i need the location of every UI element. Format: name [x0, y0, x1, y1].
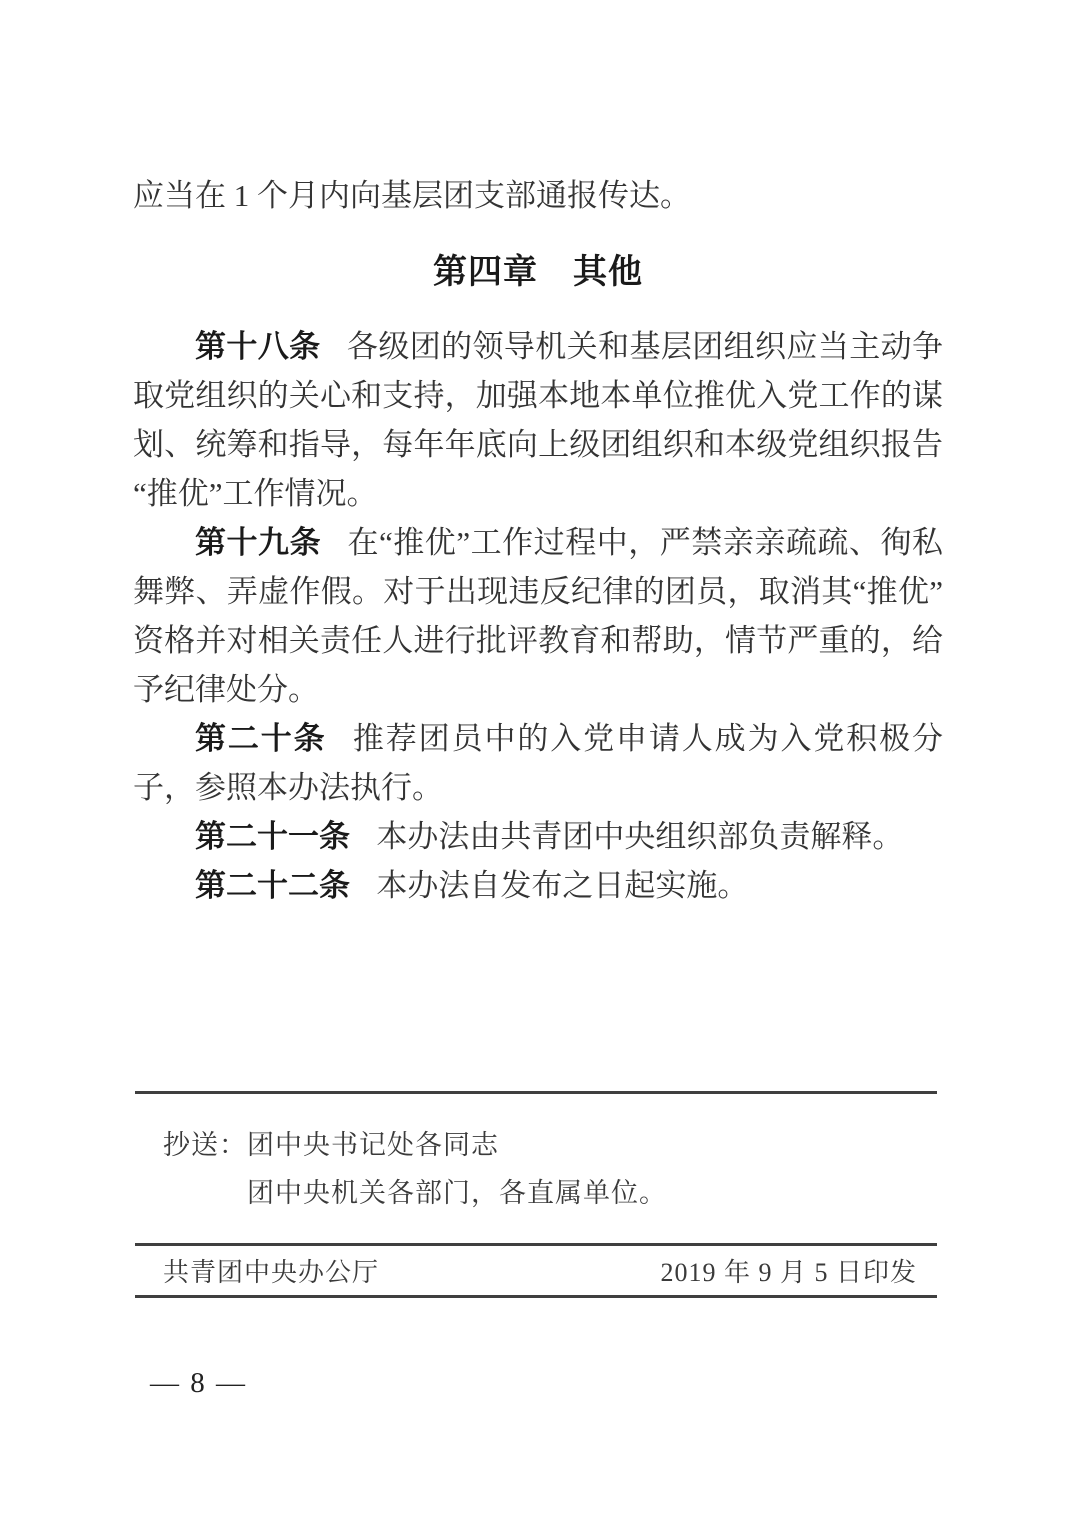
issuer-row	[135, 1246, 937, 1295]
chapter-heading: 第四章 其他	[433, 254, 643, 291]
article-22-text: 本办法自发布之日起实施。	[376, 868, 749, 903]
divider-line-bottom	[135, 1295, 937, 1298]
article-20-number: 第二十条	[195, 721, 327, 756]
issuer-name: 共青团中央办公厅	[163, 1258, 380, 1287]
article-21-number: 第二十一条	[195, 819, 350, 854]
article-19-number: 第十九条	[195, 525, 322, 560]
article-21-paragraph	[133, 812, 943, 861]
article-19-paragraph	[133, 518, 943, 714]
document-body	[133, 0, 943, 910]
cc-label: 抄送：	[163, 1130, 247, 1160]
cc-block	[135, 1121, 937, 1217]
document-footer	[135, 1091, 937, 1406]
print-date: 2019 年 9 月 5 日印发	[660, 1258, 917, 1287]
paragraph-continuation: 应当在 1 个月内向基层团支部通报传达。	[133, 178, 691, 213]
cc-recipient-lines	[247, 1121, 937, 1217]
article-21-text: 本办法由共青团中央组织部负责解释。	[376, 819, 904, 854]
divider-line-top	[135, 1091, 937, 1094]
cc-recipient-line-1: 团中央书记处各同志	[247, 1130, 499, 1160]
article-20-text: 推荐团员中的入党申请人成为入党积极分子，参照本办法执行。	[133, 721, 944, 805]
page-number: — 8 —	[150, 1367, 247, 1399]
article-18-number: 第十八条	[195, 329, 321, 364]
article-18-text: 各级团的领导机关和基层团组织应当主动争取党组织的关心和支持，加强本地本单位推优入党工作的谋划、统筹和指导，每年年底向上级团组织和本级党组织报告“推优”工作情况。	[133, 329, 944, 511]
article-20-paragraph	[133, 714, 943, 812]
article-22-number: 第二十二条	[195, 868, 350, 903]
cc-recipient-line-2: 团中央机关各部门，各直属单位。	[247, 1178, 667, 1208]
article-22-paragraph	[133, 861, 943, 910]
article-18-paragraph	[133, 322, 943, 518]
article-19-text: 在“推优”工作过程中，严禁亲亲疏疏、徇私舞弊、弄虚作假。对于出现违反纪律的团员，取消其“推优”资格并对相关责任人进行批评教育和帮助，情节严重的，给予纪律处分。	[133, 525, 943, 707]
